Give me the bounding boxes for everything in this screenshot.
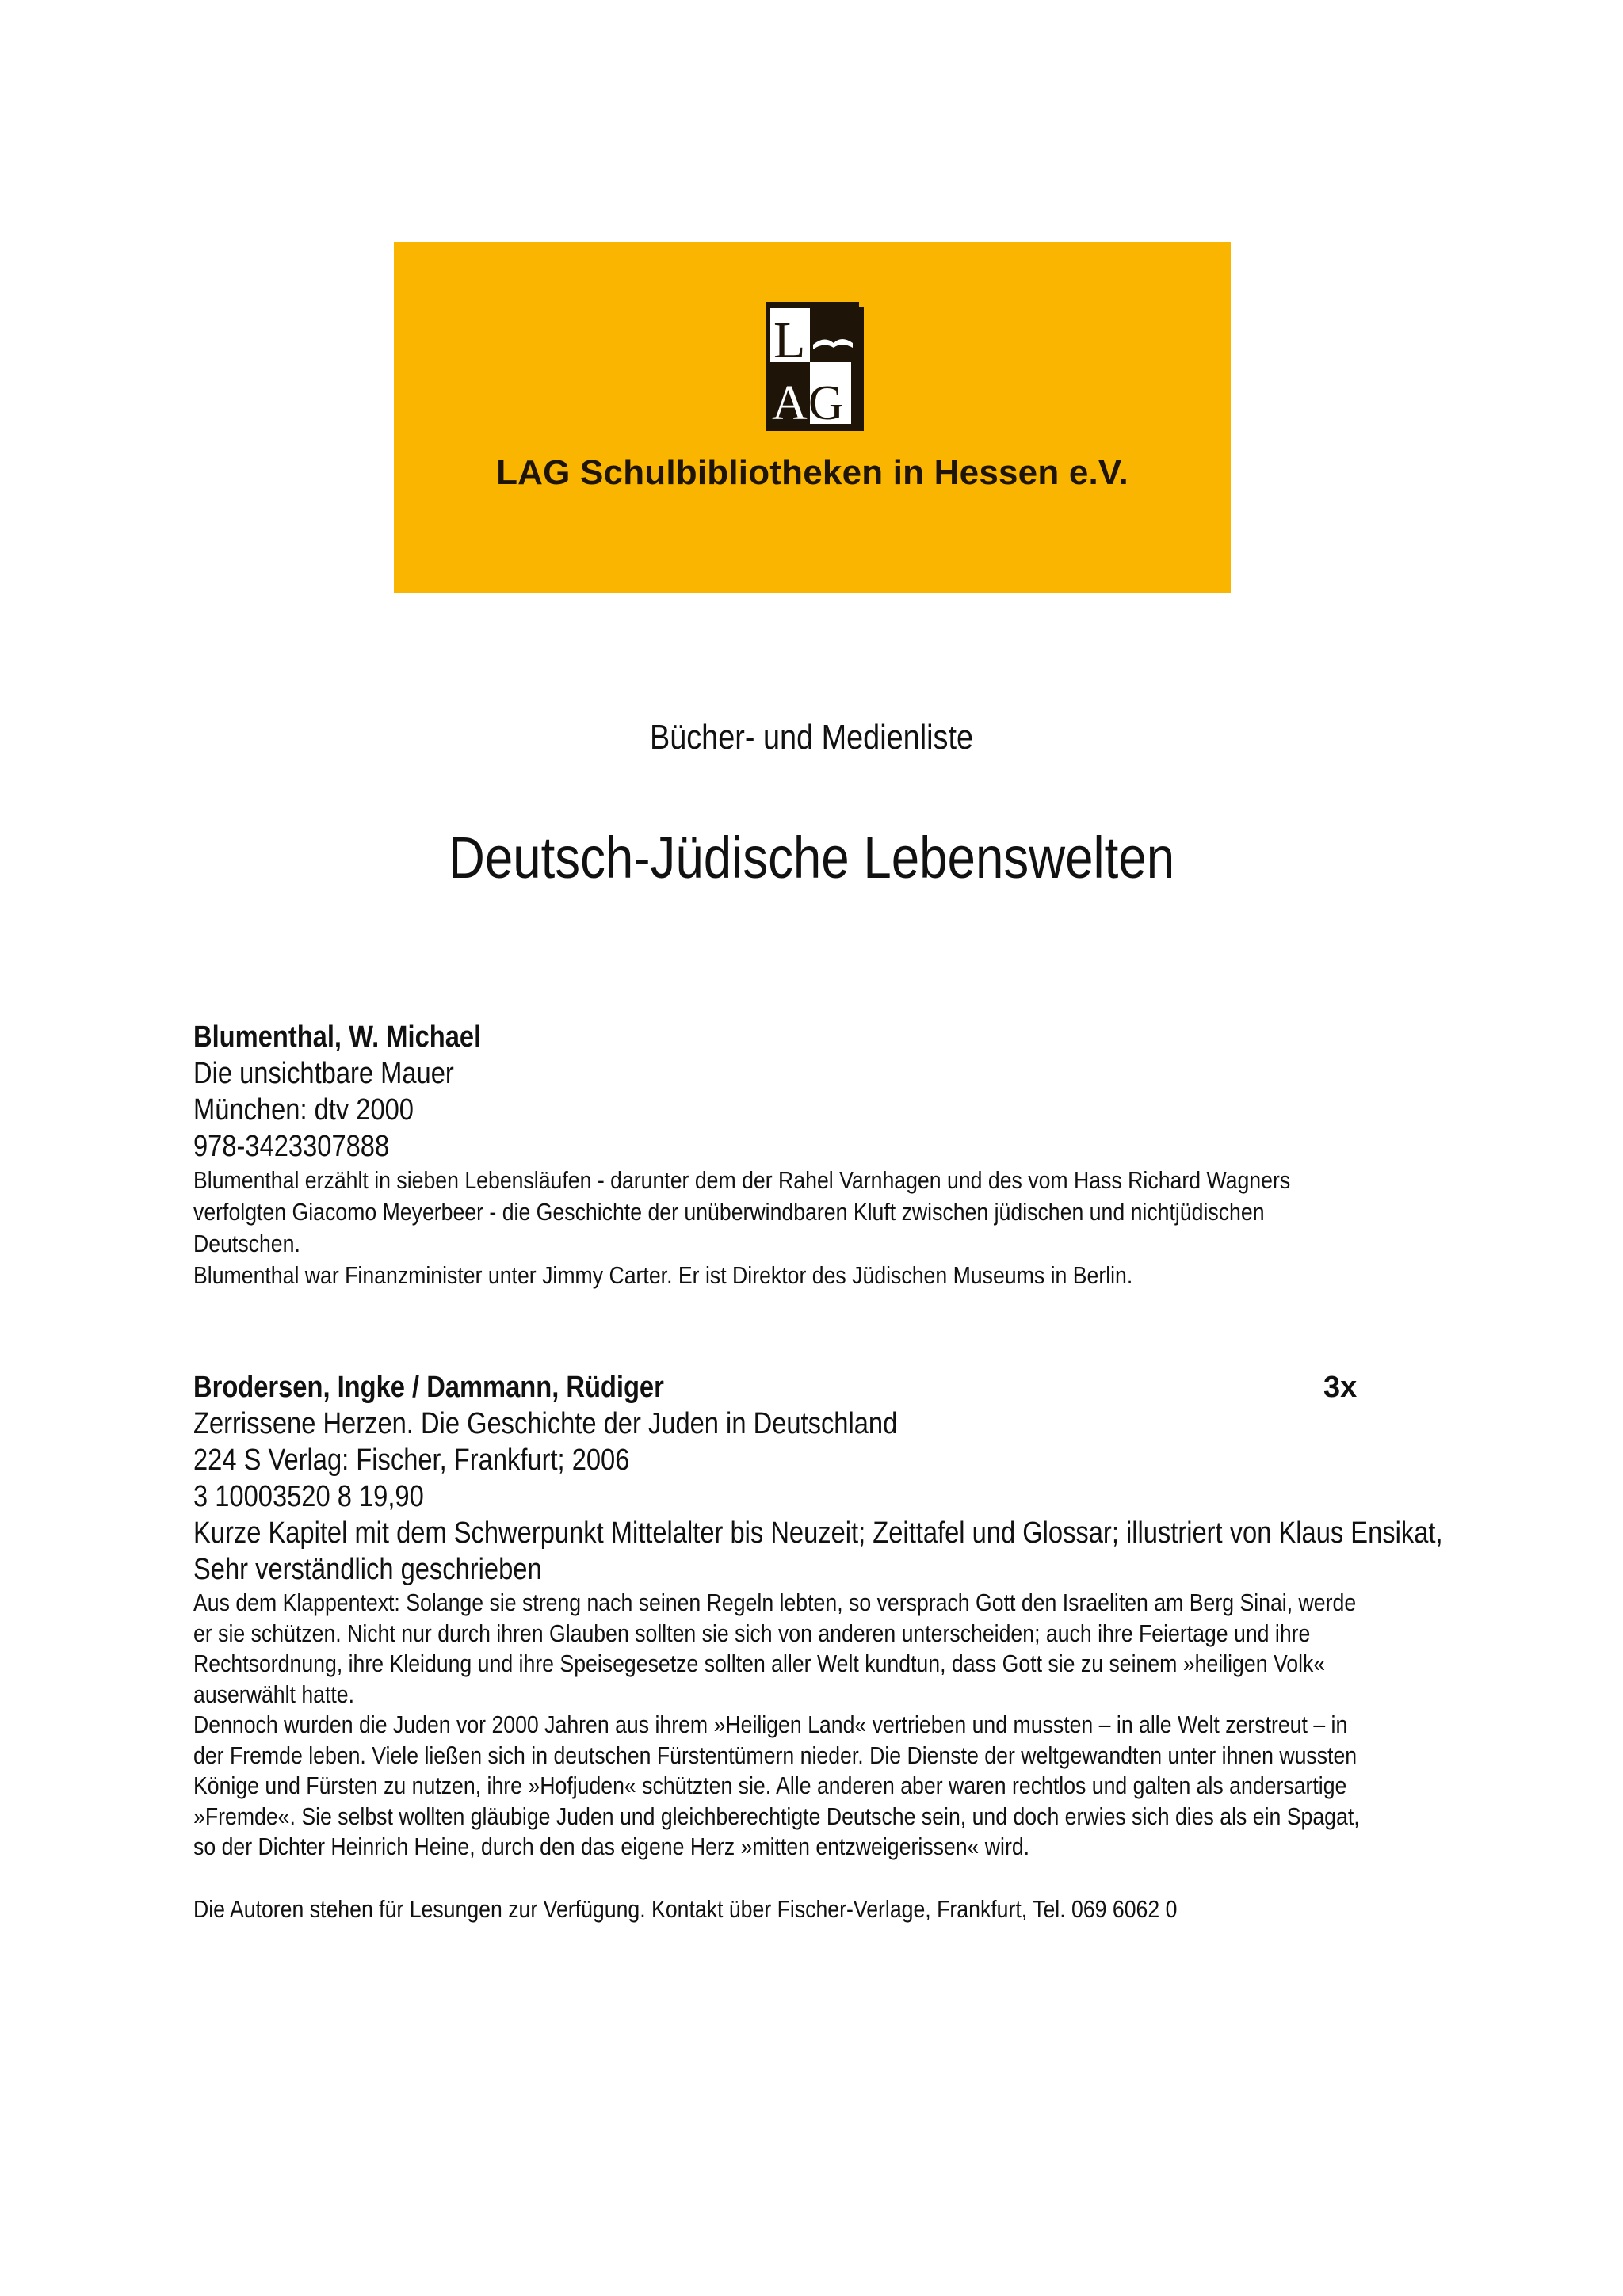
entry-summary-line: Kurze Kapitel mit dem Schwerpunkt Mittelalter bis Neuzeit; Zeittafel und Glossar; illustriert von Klaus Ensikat, [193, 1516, 1443, 1550]
logo-letter-a: A [772, 376, 808, 430]
document-subtitle: Bücher- und Medienliste [649, 718, 974, 757]
entry-title: Die unsichtbare Mauer [193, 1057, 454, 1090]
header-banner [394, 242, 1231, 593]
entry-title: Zerrissene Herzen. Die Geschichte der Juden in Deutschland [193, 1407, 898, 1440]
book-entry [193, 1369, 1475, 1924]
document-title: Deutsch-Jüdische Lebenswelten [448, 825, 1175, 891]
entry-isbn-price: 3 10003520 8 19,90 [193, 1480, 424, 1513]
book-entry [193, 1019, 1475, 1291]
entry-blurb-line: Rechtsordnung, ihre Kleidung und ihre Speisegesetze sollten aller Welt kundtun, dass Gott sie zu seinem »heiligen Volk« [193, 1650, 1326, 1677]
paragraph-gap [193, 1863, 1475, 1894]
entry-blurb-line: Dennoch wurden die Juden vor 2000 Jahren aus ihrem »Heiligen Land« vertrieben und mussten – in alle Welt zerstreut – in [193, 1711, 1348, 1738]
entry-author: Blumenthal, W. Michael [193, 1020, 482, 1054]
entry-blurb-line: er sie schützen. Nicht nur durch ihren Glauben sollten sie sich von anderen unterscheiden; auch ihre Feiertage und ihre [193, 1619, 1311, 1647]
entry-blurb-line: der Fremde leben. Viele ließen sich in deutschen Fürstentümern nieder. Die Dienste der weltgewandten unter ihnen wussten [193, 1741, 1358, 1769]
entry-contact: Die Autoren stehen für Lesungen zur Verfügung. Kontakt über Fischer-Verlage, Frankfurt, Tel. 069 6062 0 [193, 1894, 1178, 1923]
lag-logo [762, 299, 867, 434]
org-name: LAG Schulbibliotheken in Hessen e.V. [496, 453, 1128, 492]
entry-blurb-line: so der Dichter Heinrich Heine, durch den das eigene Herz »mitten entzweigerissen« wird. [193, 1833, 1030, 1860]
entry-author: Brodersen, Ingke / Dammann, Rüdiger [193, 1371, 664, 1404]
entry-blurb-line: auserwählt hatte. [193, 1680, 355, 1708]
entry-description-line: Blumenthal erzählt in sieben Lebensläufen - darunter dem der Rahel Varnhagen und des vom Hass Richard Wagners [193, 1166, 1291, 1194]
entry-blurb-line: Könige und Fürsten zu nutzen, ihre »Hofjuden« schützten sie. Alle anderen aber waren rechtlos und galten als andersartige [193, 1772, 1347, 1799]
entry-summary-line: Sehr verständlich geschrieben [193, 1553, 542, 1586]
entry-copies: 3x [1323, 1371, 1358, 1404]
entry-description-line: Blumenthal war Finanzminister unter Jimmy Carter. Er ist Direktor des Jüdischen Museums in Berlin. [193, 1261, 1133, 1289]
logo-letter-g: G [808, 376, 844, 430]
entry-isbn: 978-3423307888 [193, 1130, 390, 1163]
entry-description-line: Deutschen. [193, 1230, 300, 1257]
entry-blurb-line: Aus dem Klappentext: Solange sie streng nach seinen Regeln lebten, so versprach Gott den Israeliten am Berg Sinai, werde [193, 1589, 1357, 1616]
logo-letter-l: L [773, 311, 806, 369]
entry-description-line: verfolgten Giacomo Meyerbeer - die Geschichte der unüberwindbaren Kluft zwischen jüdischen und nichtjüdischen [193, 1198, 1265, 1226]
entry-publisher: 224 S Verlag: Fischer, Frankfurt; 2006 [193, 1444, 630, 1477]
entry-blurb-line: »Fremde«. Sie selbst wollten gläubige Juden und gleichberechtigte Deutsche sein, und doch erwies sich dies als ein Spagat, [193, 1802, 1360, 1830]
entry-publisher: München: dtv 2000 [193, 1093, 414, 1127]
